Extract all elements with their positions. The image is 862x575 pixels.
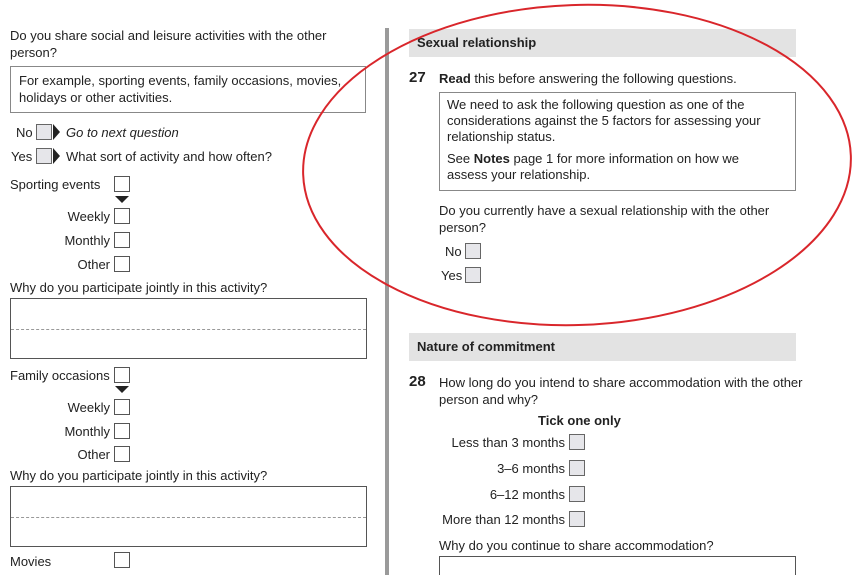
question-27-number: 27 bbox=[409, 69, 426, 86]
movies-label: Movies bbox=[10, 554, 52, 569]
no-label: No bbox=[16, 125, 33, 140]
q27-question-line-2: person? bbox=[439, 220, 486, 235]
q27-question-line-1: Do you currently have a sexual relationship with the other bbox=[439, 203, 770, 218]
q27-info-line-3: relationship status. bbox=[447, 129, 556, 144]
option-more-12-months-label: More than 12 months bbox=[442, 512, 565, 527]
q27-info-line-2: considerations against the 5 factors for assessing your bbox=[447, 113, 761, 128]
example-text-2: holidays or other activities. bbox=[19, 90, 173, 105]
nature-of-commitment-heading: Nature of commitment bbox=[409, 333, 796, 361]
sporting-other-label: Other bbox=[77, 257, 110, 272]
q28-question-line-2: person and why? bbox=[439, 392, 539, 407]
q27-see-line-2: assess your relationship. bbox=[447, 167, 591, 182]
see-rest: page 1 for more information on how we bbox=[509, 151, 739, 166]
sexual-relationship-heading: Sexual relationship bbox=[409, 29, 796, 57]
yes-label: Yes bbox=[11, 149, 33, 164]
sporting-events-label: Sporting events bbox=[10, 177, 101, 192]
read-emphasis: Read bbox=[439, 71, 471, 86]
q28-why-label: Why do you continue to share accommodation? bbox=[439, 538, 714, 553]
q27-no-label: No bbox=[445, 244, 462, 259]
q27-yes-label: Yes bbox=[441, 268, 463, 283]
family-monthly-label: Monthly bbox=[64, 424, 110, 439]
option-less-3-months-label: Less than 3 months bbox=[451, 435, 565, 450]
why-participate-label-2: Why do you participate jointly in this activity? bbox=[10, 468, 268, 483]
yes-instruction: What sort of activity and how often? bbox=[66, 149, 272, 164]
tick-one-only: Tick one only bbox=[538, 413, 621, 428]
option-6-12-months-label: 6–12 months bbox=[489, 487, 565, 502]
no-instruction: Go to next question bbox=[66, 125, 179, 140]
q28-question-line-1: How long do you intend to share accommodation with the other bbox=[439, 375, 803, 390]
why-participate-label: Why do you participate jointly in this activity? bbox=[10, 280, 268, 295]
question-28-number: 28 bbox=[409, 373, 426, 390]
see-text: See bbox=[447, 151, 474, 166]
question-share-activities-cont: person? bbox=[10, 45, 57, 60]
option-3-6-months-label: 3–6 months bbox=[497, 461, 565, 476]
family-other-label: Other bbox=[77, 447, 110, 462]
sporting-monthly-label: Monthly bbox=[64, 233, 110, 248]
family-occasions-label: Family occasions bbox=[10, 368, 110, 383]
family-weekly-label: Weekly bbox=[67, 400, 110, 415]
annotation-ellipse bbox=[298, 0, 857, 334]
example-text-1: For example, sporting events, family occasions, movies, bbox=[19, 73, 342, 88]
q27-info-line-1: We need to ask the following question as one of the bbox=[447, 97, 745, 112]
read-rest: this before answering the following questions. bbox=[470, 71, 737, 86]
question-share-activities: Do you share social and leisure activities with the other bbox=[10, 28, 327, 43]
notes-link: Notes bbox=[473, 151, 510, 166]
sporting-weekly-label: Weekly bbox=[67, 209, 110, 224]
